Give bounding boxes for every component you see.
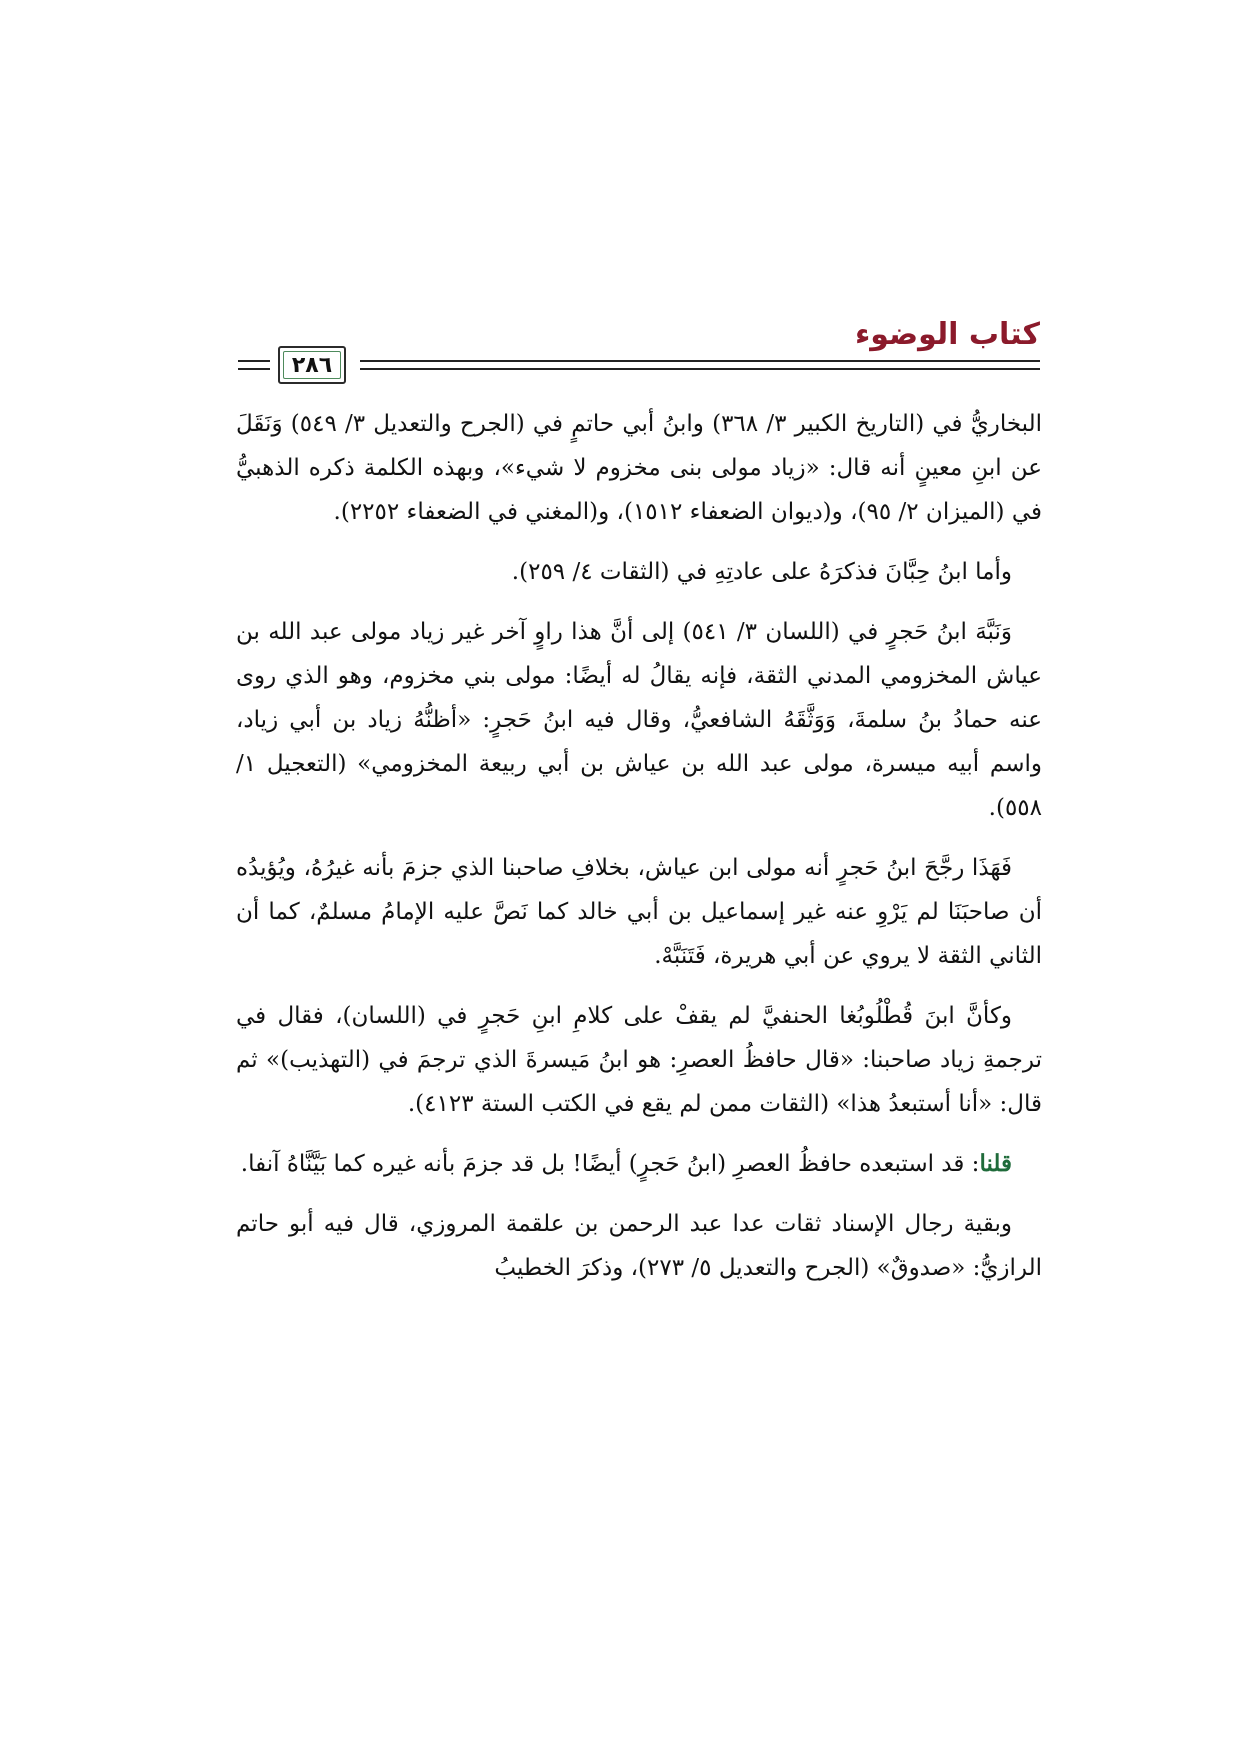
- page-number: ٢٨٦: [291, 352, 333, 378]
- header-rule-bottom: [360, 368, 1040, 370]
- paragraph-2: وأما ابنُ حِبَّانَ فذكرَهُ على عادتِهِ في (الثقات ٤/ ٢٥٩).: [511, 559, 1012, 585]
- paragraph-4: فَهَذَا رجَّحَ ابنُ حَجرٍ أنه مولى ابن عياش، بخلافِ صاحبنا الذي جزمَ بأنه غيرُهُ، ويُؤيدُه أن صاحبَنَا لم يَرْوِ عنه غير إسماعيل بن أبي خالد كما نَصَّ عليه الإمامُ مسلمٌ، كما أن الثاني الثقة لا يروي عن أبي هريرة، فَتَنَبَّهْ.: [236, 855, 1042, 969]
- page-header: [238, 318, 1040, 392]
- note-label: قلنا: [979, 1150, 1012, 1177]
- paragraph-3: وَنَبَّهَ ابنُ حَجرٍ في (اللسان ٣/ ٥٤١) إلى أنَّ هذا راوٍ آخر غير زياد مولى عبد الله بن عياش المخزومي المدني الثقة، فإنه يقالُ له أيضًا: مولى بني مخزوم، وهو الذي روى عنه حمادُ بنُ سلمةَ، وَوَثَّقَهُ الشافعيُّ، وقال فيه ابنُ حَجرٍ: «أظنُّهُ زياد بن أبي زياد، واسم أبيه ميسرة، مولى عبد الله بن عياش بن أبي ربيعة المخزومي» (التعجيل ١/ ٥٥٨).: [236, 619, 1042, 821]
- page-number-frame: [278, 346, 346, 384]
- paragraph-5: وكأنَّ ابنَ قُطْلُوبُغا الحنفيَّ لم يقفْ على كلامِ ابنِ حَجرٍ في (اللسان)، فقال في ترجمةِ زياد صاحبنا: «قال حافظُ العصرِ: هو ابنُ مَيسرةَ الذي ترجمَ في (التهذيب)» ثم قال: «أنا أستبعدُ هذا» (الثقات ممن لم يقع في الكتب الستة ٤١٢٣).: [236, 1003, 1042, 1117]
- header-rule-top: [360, 360, 1040, 362]
- page-body: [236, 402, 1042, 1306]
- header-rule-left-top: [238, 360, 270, 362]
- paragraph-1: البخاريُّ في (التاريخ الكبير ٣/ ٣٦٨) وابنُ أبي حاتمٍ في (الجرح والتعديل ٣/ ٥٤٩) وَنَقَلَ عن ابنِ معينٍ أنه قال: «زياد مولى بنى مخزوم لا شيء»، وبهذه الكلمة ذكره الذهبيُّ في (الميزان ٢/ ٩٥)، و(ديوان الضعفاء ١٥١٢)، و(المغني في الضعفاء ٢٢٥٢).: [236, 411, 1043, 525]
- book-title: كتاب الوضوء: [854, 317, 1040, 352]
- note-paragraph: [236, 1142, 1042, 1186]
- paragraph-6: وبقية رجال الإسناد ثقات عدا عبد الرحمن بن علقمة المروزي، قال فيه أبو حاتم الرازيُّ: «صدوقٌ» (الجرح والتعديل ٥/ ٢٧٣)، وذكرَ الخطيبُ: [236, 1211, 1042, 1281]
- note-text: : قد استبعده حافظُ العصرِ (ابنُ حَجرٍ) أيضًا! بل قد جزمَ بأنه غيره كما بَيَّنَّاهُ آنفا.: [240, 1151, 980, 1177]
- header-rule-left-bottom: [238, 368, 270, 370]
